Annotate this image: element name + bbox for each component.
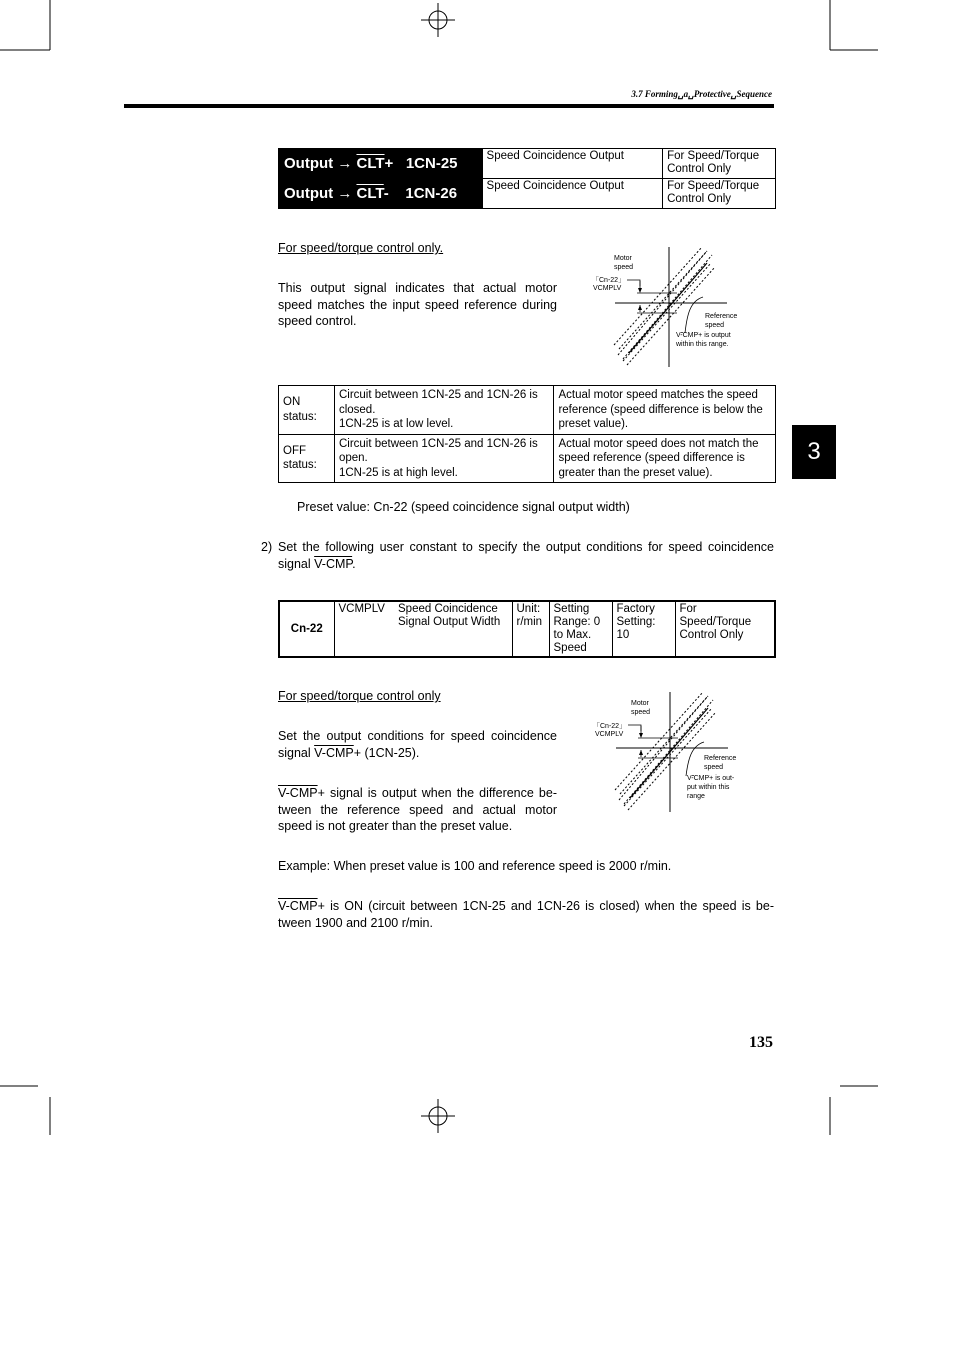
final-text: V-CMP+ is ON (circuit between 1CN-25 and 1CN-26 is closed) when the speed is be-tween 1900 and 2100 r/min. <box>278 899 774 930</box>
signal-name: Speed Coincidence Output <box>482 149 663 179</box>
constant-factory: Factory Setting: 10 <box>612 601 675 657</box>
constant-table <box>278 600 776 658</box>
table-row <box>279 386 776 435</box>
speed-coincidence-diagram-2 <box>588 690 758 815</box>
diag1-reference-speed-1: Reference <box>705 313 738 320</box>
constant-unit: Unit: r/min <box>512 601 549 657</box>
section2-heading: For speed/torque control only <box>278 689 441 703</box>
diag2-motor-speed-2: speed <box>631 709 651 716</box>
diag1-note-1: V-CMP+ is output <box>676 332 731 339</box>
signal-row <box>279 179 776 209</box>
step2-text: Set the following user constant to specify the output conditions for speed coincidence signal V-CMP. <box>278 540 774 571</box>
constant-code: Cn-22 <box>279 601 334 657</box>
running-title: 3.7 Forming␣a␣Protective␣Sequence <box>631 89 772 99</box>
diag2-note-2: put within this <box>687 784 730 791</box>
header-rule <box>124 104 774 108</box>
signal-row <box>279 149 776 179</box>
constant-scope: For Speed/Torque Control Only <box>675 601 775 657</box>
diag2-reference-speed-1: Reference <box>704 755 737 762</box>
diag1-cn-label: 「Cn-22」 <box>592 277 626 284</box>
diag2-reference-speed-2: speed <box>704 764 724 771</box>
status-cell: OFF status: <box>279 434 335 483</box>
table-row <box>279 434 776 483</box>
meaning-cell: Actual motor speed does not match the speed reference (speed difference is greater than the preset value). <box>554 434 776 483</box>
section1-body: This output signal indicates that actual motor speed matches the input speed reference during speed control. <box>278 281 557 328</box>
page-number: 135 <box>749 1034 773 1051</box>
diag1-note-2: within this range. <box>676 341 729 348</box>
section2-p2: V-CMP+ signal is output when the difference be-tween the reference speed and actual motor speed is not greater than the preset value. <box>278 786 557 833</box>
section2-p1: Set the output conditions for speed coincidence signal V-CMP+ (1CN-25). <box>278 729 557 760</box>
diag2-motor-speed-1: Motor <box>631 700 649 707</box>
signal-scope: For Speed/Torque Control Only <box>663 149 776 179</box>
step2-number: 2) <box>261 540 273 554</box>
table-row <box>279 601 775 657</box>
constant-name: Speed Coincidence Signal Output Width <box>394 601 512 657</box>
signal-scope: For Speed/Torque Control Only <box>663 179 776 209</box>
preset-note: Preset value: Cn-22 (speed coincidence signal output width) <box>297 500 630 514</box>
speed-coincidence-diagram-1 <box>585 245 755 370</box>
signal-name: Speed Coincidence Output <box>482 179 663 209</box>
status-table <box>278 385 776 483</box>
diag2-vcmplv: VCMPLV <box>595 731 624 738</box>
diag2-note-1: V-CMP+ is out- <box>687 775 735 782</box>
status-cell: ON status: <box>279 386 335 435</box>
section1-heading: For speed/torque control only. <box>278 241 444 255</box>
diag1-vcmplv: VCMPLV <box>593 285 622 292</box>
signal-table <box>278 148 776 209</box>
diag2-cn-label: 「Cn-22」 <box>593 723 627 730</box>
constant-symbol: VCMPLV <box>334 601 394 657</box>
diag1-motor-speed-2: speed <box>614 264 634 271</box>
chapter-number: 3 <box>807 438 821 465</box>
circuit-cell: Circuit between 1CN-25 and 1CN-26 is open. 1CN-25 is at high level. <box>334 434 554 483</box>
example-text: Example: When preset value is 100 and reference speed is 2000 r/min. <box>278 859 672 873</box>
chapter-tab <box>792 425 836 479</box>
diag1-motor-speed-1: Motor <box>614 255 632 262</box>
constant-range: Setting Range: 0 to Max. Speed <box>549 601 612 657</box>
diag2-note-3: range <box>687 793 705 800</box>
meaning-cell: Actual motor speed matches the speed reference (speed difference is below the preset value). <box>554 386 776 435</box>
circuit-cell: Circuit between 1CN-25 and 1CN-26 is closed. 1CN-25 is at low level. <box>334 386 554 435</box>
diag1-reference-speed-2: speed <box>705 322 725 329</box>
signal-label: Output → $\overline{CLT}-$ 1CN-26 <box>279 179 483 209</box>
signal-label: Output → $\overline{CLT}+$ 1CN-25 <box>279 149 483 179</box>
